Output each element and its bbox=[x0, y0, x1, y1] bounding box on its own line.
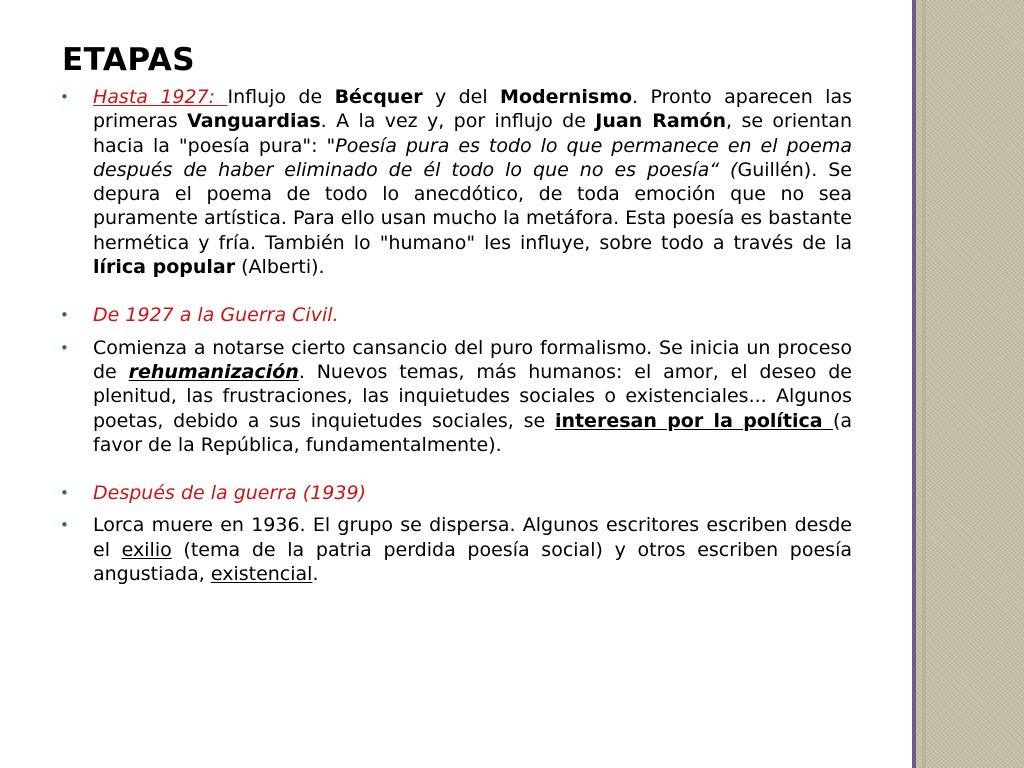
decorative-side-band bbox=[912, 0, 1024, 768]
bullet-heading-despues-guerra bbox=[60, 481, 852, 505]
bullet-hasta-1927 bbox=[60, 85, 852, 279]
text-segment: . A la vez y, por influjo de bbox=[320, 110, 596, 133]
emph-interesan-politica: interesan por la política bbox=[554, 409, 833, 432]
bullet-heading-1927-guerra-civil bbox=[60, 303, 852, 327]
text-segment: . bbox=[312, 563, 319, 586]
bold-lirica-popular: lírica popular bbox=[93, 256, 236, 279]
section-heading: Después de la guerra (1939) bbox=[93, 482, 366, 505]
text-segment: (a favor de la República, fundamentalmente). bbox=[93, 409, 852, 456]
bold-modernismo: Modernismo bbox=[500, 86, 633, 108]
text-segment: y del bbox=[422, 86, 501, 108]
bold-juan-ramon: Juan Ramón bbox=[595, 110, 727, 133]
slide-title: ETAPAS bbox=[62, 42, 196, 78]
text-segment: (Alberti). bbox=[235, 256, 325, 279]
side-band-stripe bbox=[922, 0, 926, 768]
bold-becquer: Bécquer bbox=[334, 86, 423, 108]
bullet-lead-hasta-1927: Hasta 1927: bbox=[93, 86, 228, 108]
text-segment: (tema de la patria perdida poesía social) y otros escriben poesía angustiada, bbox=[93, 538, 853, 586]
text-segment: . Nuevos temas, más humanos: el amor, el deseo de plenitud, las frustraciones, las inquietudes sociales o existenciales... Algunos poetas, debido a sus inquietudes sociales, se bbox=[93, 360, 852, 432]
underline-existencial: existencial bbox=[210, 563, 313, 586]
bullet-lorca-1936 bbox=[60, 513, 852, 586]
italic-quote-poesia-pura: "Poesía pura es todo lo que permanece en el poema después de haber eliminado de él todo lo que no es poesía“ ( bbox=[93, 134, 853, 181]
text-segment: . Pronto aparecen las primeras bbox=[93, 86, 852, 133]
section-heading: De 1927 a la Guerra Civil. bbox=[93, 304, 339, 327]
bullet-list bbox=[60, 85, 852, 586]
text-segment: Guillén). Se depura el poema de todo lo anecdótico, de toda emoción que no sea puramente artística. Para ello usan mucho la metáfora. Esta poesía es bastante hermética y fría. También lo "humano" les influye, sobre todo a través de la bbox=[93, 158, 852, 254]
bold-vanguardias: Vanguardias bbox=[187, 110, 321, 133]
text-segment: Comienza a notarse cierto cansancio del puro formalismo. Se inicia un proceso de bbox=[93, 336, 852, 383]
text-segment: Influjo de bbox=[227, 86, 335, 108]
underline-exilio: exilio bbox=[121, 538, 172, 561]
text-segment: Lorca muere en 1936. El grupo se dispersa. Algunos escritores escriben desde el bbox=[93, 514, 852, 561]
emph-rehumanizacion: rehumanización bbox=[128, 360, 299, 383]
bullet-rehumanizacion bbox=[60, 336, 852, 457]
text-segment: , se orientan hacia la "poesía pura": bbox=[93, 110, 852, 157]
